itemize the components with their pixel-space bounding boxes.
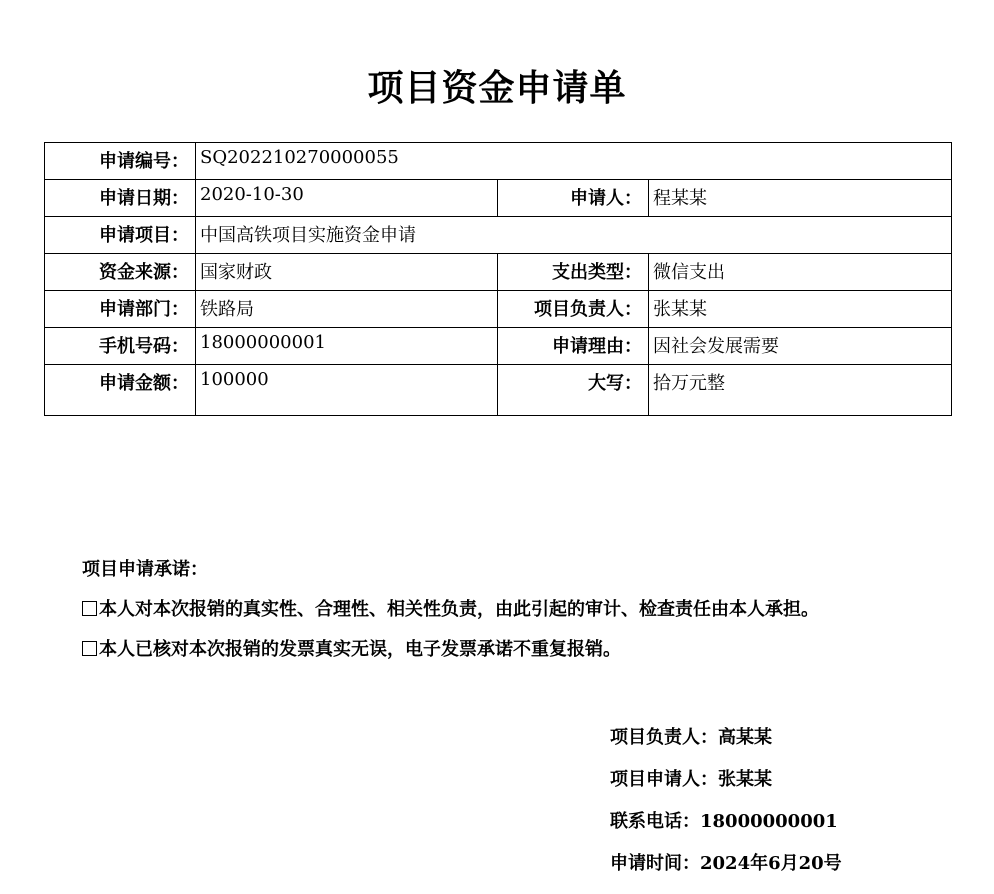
pledge-item-text: 本人对本次报销的真实性、合理性、相关性负责，由此引起的审计、检查责任由本人承担。 [99, 599, 819, 620]
phone-label: 手机号码： [45, 328, 196, 365]
row-source-type [45, 254, 952, 291]
project-leader-value: 张某某 [649, 291, 952, 328]
pledge-item-text: 本人已核对本次报销的发票真实无误，电子发票承诺不重复报销。 [99, 639, 621, 660]
signature-time-label: 申请时间： [610, 853, 700, 874]
row-department-leader [45, 291, 952, 328]
fund-source-label: 资金来源： [45, 254, 196, 291]
project-leader-label: 项目负责人： [498, 291, 649, 328]
signature-applicant-value: 张某某 [718, 769, 772, 790]
fund-source-value: 国家财政 [196, 254, 498, 291]
project-value: 中国高铁项目实施资金申请 [196, 217, 952, 254]
applicant-label: 申请人： [498, 180, 649, 217]
signature-time-row [610, 852, 842, 894]
signature-time-value: 2024年6月20号 [700, 853, 842, 874]
checkbox[interactable] [82, 641, 97, 656]
application-no-label: 申请编号： [45, 143, 196, 180]
amount-upper-label: 大写： [498, 365, 649, 416]
signature-applicant-label: 项目申请人： [610, 769, 718, 790]
page-title: 项目资金申请单 [367, 67, 627, 109]
applicant-value: 程某某 [649, 180, 952, 217]
row-phone-reason [45, 328, 952, 365]
application-no-value: SQ202210270000055 [196, 143, 952, 180]
project-label: 申请项目： [45, 217, 196, 254]
reason-value: 因社会发展需要 [649, 328, 952, 365]
expense-type-value: 微信支出 [649, 254, 952, 291]
pledge-item [82, 598, 819, 638]
department-label: 申请部门： [45, 291, 196, 328]
signature-leader-label: 项目负责人： [610, 727, 718, 748]
pledge-item [82, 638, 819, 678]
apply-date-value: 2020-10-30 [196, 180, 498, 217]
signature-phone-row [610, 810, 842, 852]
phone-value: 18000000001 [196, 328, 498, 365]
expense-type-label: 支出类型： [498, 254, 649, 291]
amount-label: 申请金额： [45, 365, 196, 416]
row-amount [45, 365, 952, 416]
department-value: 铁路局 [196, 291, 498, 328]
row-application-no [45, 143, 952, 180]
amount-upper-value: 拾万元整 [649, 365, 952, 416]
application-form-table [44, 142, 952, 416]
signature-block [610, 726, 842, 894]
apply-date-label: 申请日期： [45, 180, 196, 217]
signature-phone-value: 18000000001 [700, 811, 838, 832]
row-project [45, 217, 952, 254]
signature-phone-label: 联系电话： [610, 811, 700, 832]
reason-label: 申请理由： [498, 328, 649, 365]
signature-applicant-row [610, 768, 842, 810]
pledge-heading: 项目申请承诺： [82, 559, 208, 580]
pledge-section [82, 558, 819, 678]
row-date-applicant [45, 180, 952, 217]
checkbox[interactable] [82, 601, 97, 616]
amount-value: 100000 [196, 365, 498, 416]
signature-leader-value: 高某某 [718, 727, 772, 748]
signature-leader-row [610, 726, 842, 768]
